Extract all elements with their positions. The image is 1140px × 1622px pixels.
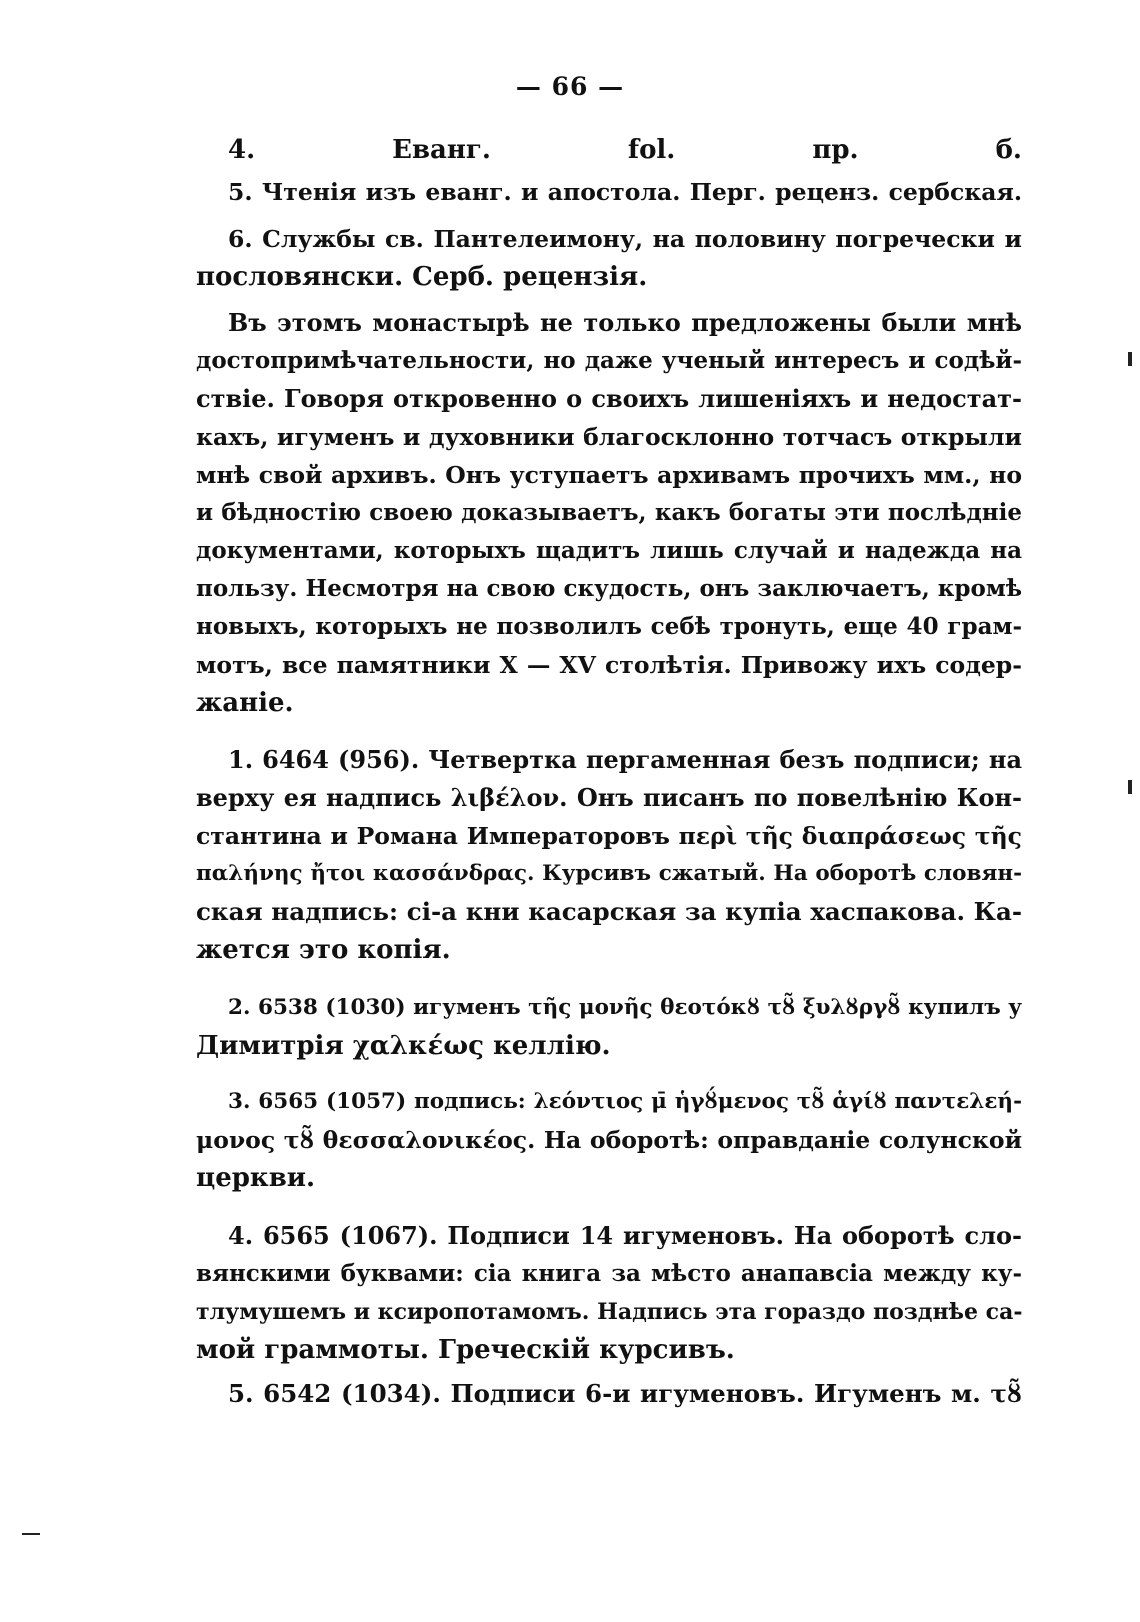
- text-line: παλήνης ἤτοι κασσάνδρας. Курсивъ сжатый. На оборотѣ словян-: [196, 861, 1022, 886]
- text-line: документами, которыхъ щадитъ лишь случай и надежда на: [196, 537, 1022, 564]
- text-line: верху ея надпись λιβέλον. Онъ писанъ по повелѣнію Кон-: [196, 783, 1022, 812]
- scan-speck: [1128, 780, 1132, 794]
- text-line: ствіе. Говоря откровенно о своихъ лишеніяхъ и недостат-: [196, 384, 1022, 413]
- text-line: 4. 6565 (1067). Подписи 14 игуменовъ. На оборотѣ сло-: [228, 1221, 1022, 1250]
- text-line: 2. 6538 (1030) игуменъ τῆς μονῆς θεοτόκȣ τȣ̃ ξυλȣργȣ̃ купилъ у: [228, 995, 1022, 1020]
- text-line: 5. 6542 (1034). Подписи 6-и игуменовъ. Игуменъ м. τȣ̃: [228, 1379, 1022, 1408]
- text-line: церкви.: [196, 1163, 316, 1193]
- text-line: мой граммоты. Греческій курсивъ.: [196, 1335, 735, 1365]
- text-line: 1. 6464 (956). Четвертка пергаменная безъ подписи; на: [228, 745, 1022, 774]
- text-line: 3. 6565 (1057) подпись: λεόντιος μ̄ ἡγȣ́μενος τȣ̃ ἁγίȣ παντελεή-: [228, 1089, 1022, 1114]
- text-line: мнѣ свой архивъ. Онъ уступаетъ архивамъ прочихъ мм., но: [196, 461, 1022, 489]
- page-number: — 66 —: [515, 72, 625, 101]
- text-line: стантина и Романа Императоровъ περὶ τῆς διαπράσεως τῆς: [196, 822, 1022, 850]
- text-line: мотъ, все памятники X — XV столѣтія. Привожу ихъ содер-: [196, 651, 1022, 679]
- text-line: 6. Службы св. Пантелеимону, на половину погречески и: [228, 225, 1022, 253]
- text-line: кахъ, игуменъ и духовники благосклонно тотчасъ открыли: [196, 423, 1022, 451]
- scan-speck: [1128, 352, 1132, 366]
- text-line: жаніе.: [196, 688, 294, 718]
- text-line: новыхъ, которыхъ не позволилъ себѣ тронуть, еще 40 грам-: [196, 613, 1022, 640]
- text-line: ская надпись: сі-а кни касарская за купіа хаспакова. Ка-: [196, 897, 1022, 926]
- text-line: пословянски. Серб. рецензія.: [196, 262, 648, 292]
- text-line: и бѣдностію своею доказываетъ, какъ богаты эти послѣдніе: [196, 499, 1022, 526]
- text-line: Димитрія χαλκέως келлію.: [196, 1031, 611, 1061]
- text-line: Въ этомъ монастырѣ не только предложены были мнѣ: [228, 308, 1022, 337]
- text-line: 4. Еванг. fol. пр. б.: [228, 135, 1022, 165]
- scan-speck: [22, 1533, 40, 1535]
- text-line: μονος τȣ̃ θεσσαλονικέος. На оборотѣ: оправданіе солунской: [196, 1126, 1022, 1154]
- text-line: пользу. Несмотря на свою скудость, онъ заключаетъ, кромѣ: [196, 575, 1022, 602]
- text-line: достопримѣчательности, но даже ученый интересъ и содѣй-: [196, 347, 1022, 374]
- text-line: 5. Чтенія изъ еванг. и апостола. Перг. реценз. сербская.: [228, 178, 1022, 206]
- text-line: тлумушемъ и ксиропотамомъ. Надпись эта гораздо позднѣе са-: [196, 1299, 1023, 1325]
- text-line: вянскими буквами: сіа книга за мѣсто анапавсіа между ку-: [196, 1260, 1022, 1287]
- text-line: жется это копія.: [196, 935, 451, 965]
